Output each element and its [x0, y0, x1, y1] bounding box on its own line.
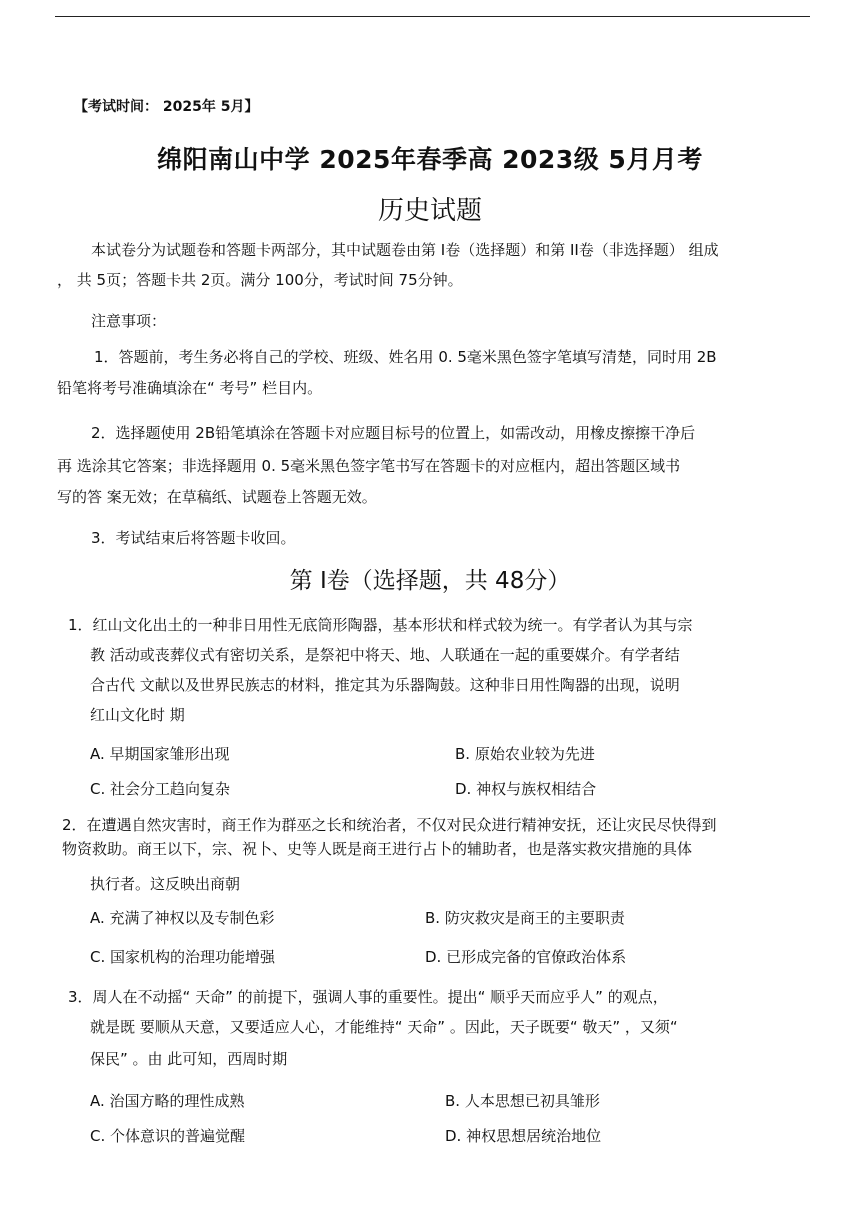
- question-2-option-d[interactable]: D. 已形成完备的官僚政治体系: [425, 948, 627, 966]
- question-3-line-3: 保民” 。由 此可知，西周时期: [90, 1050, 288, 1068]
- note-1-line-2: 铅笔将考号准确填涂在“ 考号” 栏目内。: [57, 379, 323, 397]
- note-3-line-1: 3．考试结束后将答题卡收回。: [91, 529, 296, 547]
- question-2-option-b[interactable]: B. 防灾救灾是商王的主要职责: [425, 909, 625, 927]
- question-3-option-b[interactable]: B. 人本思想已初具雏形: [445, 1092, 600, 1110]
- question-1-option-b[interactable]: B. 原始农业较为先进: [455, 745, 595, 763]
- question-2-option-c[interactable]: C. 国家机构的治理功能增强: [90, 948, 276, 966]
- question-1-line-4: 红山文化时 期: [90, 706, 185, 724]
- note-1-line-1: 1．答题前，考生务必将自己的学校、班级、姓名用 0. 5毫米黑色签字笔填写清楚，同时用 2B: [94, 348, 717, 366]
- question-3-line-1: 3．周人在不动摇“ 天命” 的前提下，强调人事的重要性。提出“ 顺乎天而应乎人” 的观点，: [68, 988, 668, 1006]
- notes-heading: 注意事项：: [91, 312, 167, 330]
- question-2-line-3: 执行者。这反映出商朝: [90, 875, 241, 893]
- question-1-line-1: 1．红山文化出土的一种非日用性无底筒形陶器，基本形状和样式较为统一。有学者认为其与宗: [68, 616, 693, 634]
- question-3-option-d[interactable]: D. 神权思想居统治地位: [445, 1127, 602, 1145]
- question-1-option-d[interactable]: D. 神权与族权相结合: [455, 780, 597, 798]
- intro-line-1: 本试卷分为试题卷和答题卡两部分，其中试题卷由第 I卷（选择题）和第 II卷（非选择题） 组成: [91, 241, 719, 259]
- note-2-line-2: 再 选涂其它答案；非选择题用 0. 5毫米黑色签字笔书写在答题卡的对应框内，超出答题区域书: [57, 457, 681, 475]
- question-2-option-a[interactable]: A. 充满了神权以及专制色彩: [90, 909, 275, 927]
- intro-line-2: ， 共 5页；答题卡共 2页。满分 100分，考试时间 75分钟。: [57, 271, 463, 289]
- question-3-line-2: 就是既 要顺从天意，又要适应人心，才能维持“ 天命” 。因此，天子既要“ 敬天” ，又须“: [90, 1018, 678, 1036]
- section-title: 第 I卷（选择题，共 48分）: [289, 568, 571, 594]
- exam-title: 绵阳南山中学 2025年春季高 2023级 5月月考: [157, 145, 703, 174]
- question-3-option-a[interactable]: A. 治国方略的理性成熟: [90, 1092, 245, 1110]
- note-2-line-1: 2．选择题使用 2B铅笔填涂在答题卡对应题目标号的位置上，如需改动，用橡皮擦擦干净后: [91, 424, 696, 442]
- question-3-option-c[interactable]: C. 个体意识的普遍觉醒: [90, 1127, 246, 1145]
- question-2-line-2: 物资救助。商王以下，宗、祝卜、史等人既是商王进行占卜的辅助者，也是落实救灾措施的具体: [62, 840, 693, 858]
- question-1-option-a[interactable]: A. 早期国家雏形出现: [90, 745, 230, 763]
- top-rule: [55, 16, 810, 17]
- exam-subtitle: 历史试题: [377, 196, 482, 226]
- note-2-line-3: 写的答 案无效；在草稿纸、试题卷上答题无效。: [57, 488, 377, 506]
- question-1-line-2: 教 活动或丧葬仪式有密切关系，是祭祀中将天、地、人联通在一起的重要媒介。有学者结: [90, 646, 680, 664]
- question-1-option-c[interactable]: C. 社会分工趋向复杂: [90, 780, 231, 798]
- exam-time: 【考试时间： 2025年 5月】: [74, 99, 259, 115]
- question-1-line-3: 合古代 文献以及世界民族志的材料，推定其为乐器陶鼓。这种非日用性陶器的出现，说明: [90, 676, 680, 694]
- question-2-line-1: 2．在遭遇自然灾害时，商王作为群巫之长和统治者，不仅对民众进行精神安抚，还让灾民尽快得到: [62, 816, 717, 834]
